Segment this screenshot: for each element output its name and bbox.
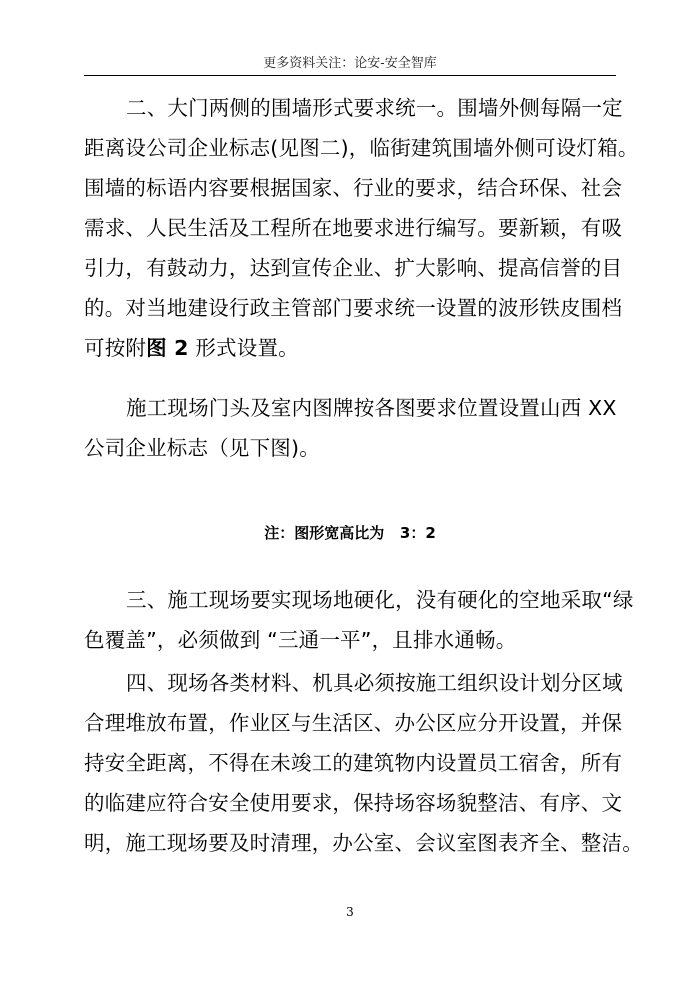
paragraph-material-storage	[84, 663, 643, 863]
text-line: 明，施工现场要及时清理，办公室、会议室图表齐全、整洁。	[84, 831, 643, 855]
text-line: 合理堆放布置，作业区与生活区、办公区应分开设置，并保	[84, 711, 623, 735]
paragraph-gate-signage	[84, 388, 620, 468]
text-segment: 可按附	[84, 336, 147, 360]
text-line: 需求、人民生活及工程所在地要求进行编写。要新颖，有吸	[84, 216, 623, 240]
text-line: 围墙的标语内容要根据国家、行业的要求，结合环保、社会	[84, 176, 623, 200]
figure-ratio-note: 注：图形宽高比为 3：2	[264, 524, 436, 542]
text-segment: 形式设置。	[188, 336, 299, 360]
text-line: 引力，有鼓动力，达到宣传企业、扩大影响、提高信誉的目	[84, 256, 623, 280]
text-line: 色覆盖”，必须做到 “三通一平”，且排水通畅。	[84, 628, 517, 652]
text-line: 持安全距离，不得在未竣工的建筑物内设置员工宿舍，所有	[84, 751, 623, 775]
text-line: 的。对当地建设行政主管部门要求统一设置的波形铁皮围档	[84, 296, 623, 320]
text-line: 的临建应符合安全使用要求，保持场容场貌整洁、有序、文	[84, 791, 623, 815]
text-line: 三、施工现场要实现场地硬化，没有硬化的空地采取“绿	[126, 588, 634, 612]
paragraph-enclosure-wall	[84, 88, 639, 368]
header-divider	[84, 75, 616, 76]
figure-reference: 图 2	[146, 336, 189, 360]
page-number: 3	[346, 905, 354, 919]
text-line: 施工现场门头及室内图牌按各图要求位置设置山西 XX	[126, 396, 617, 420]
text-line: 距离设公司企业标志(见图二)，临街建筑围墙外侧可设灯箱。	[84, 136, 639, 160]
text-line: 公司企业标志（见下图)。	[84, 436, 320, 460]
paragraph-site-hardening	[84, 580, 634, 660]
text-line: 二、大门两侧的围墙形式要求统一。围墙外侧每隔一定	[126, 96, 623, 120]
page-header: 更多资料关注：论安-安全智库	[263, 56, 437, 71]
text-line	[84, 328, 620, 368]
text-line: 四、现场各类材料、机具必须按施工组织设计划分区域	[126, 671, 623, 695]
